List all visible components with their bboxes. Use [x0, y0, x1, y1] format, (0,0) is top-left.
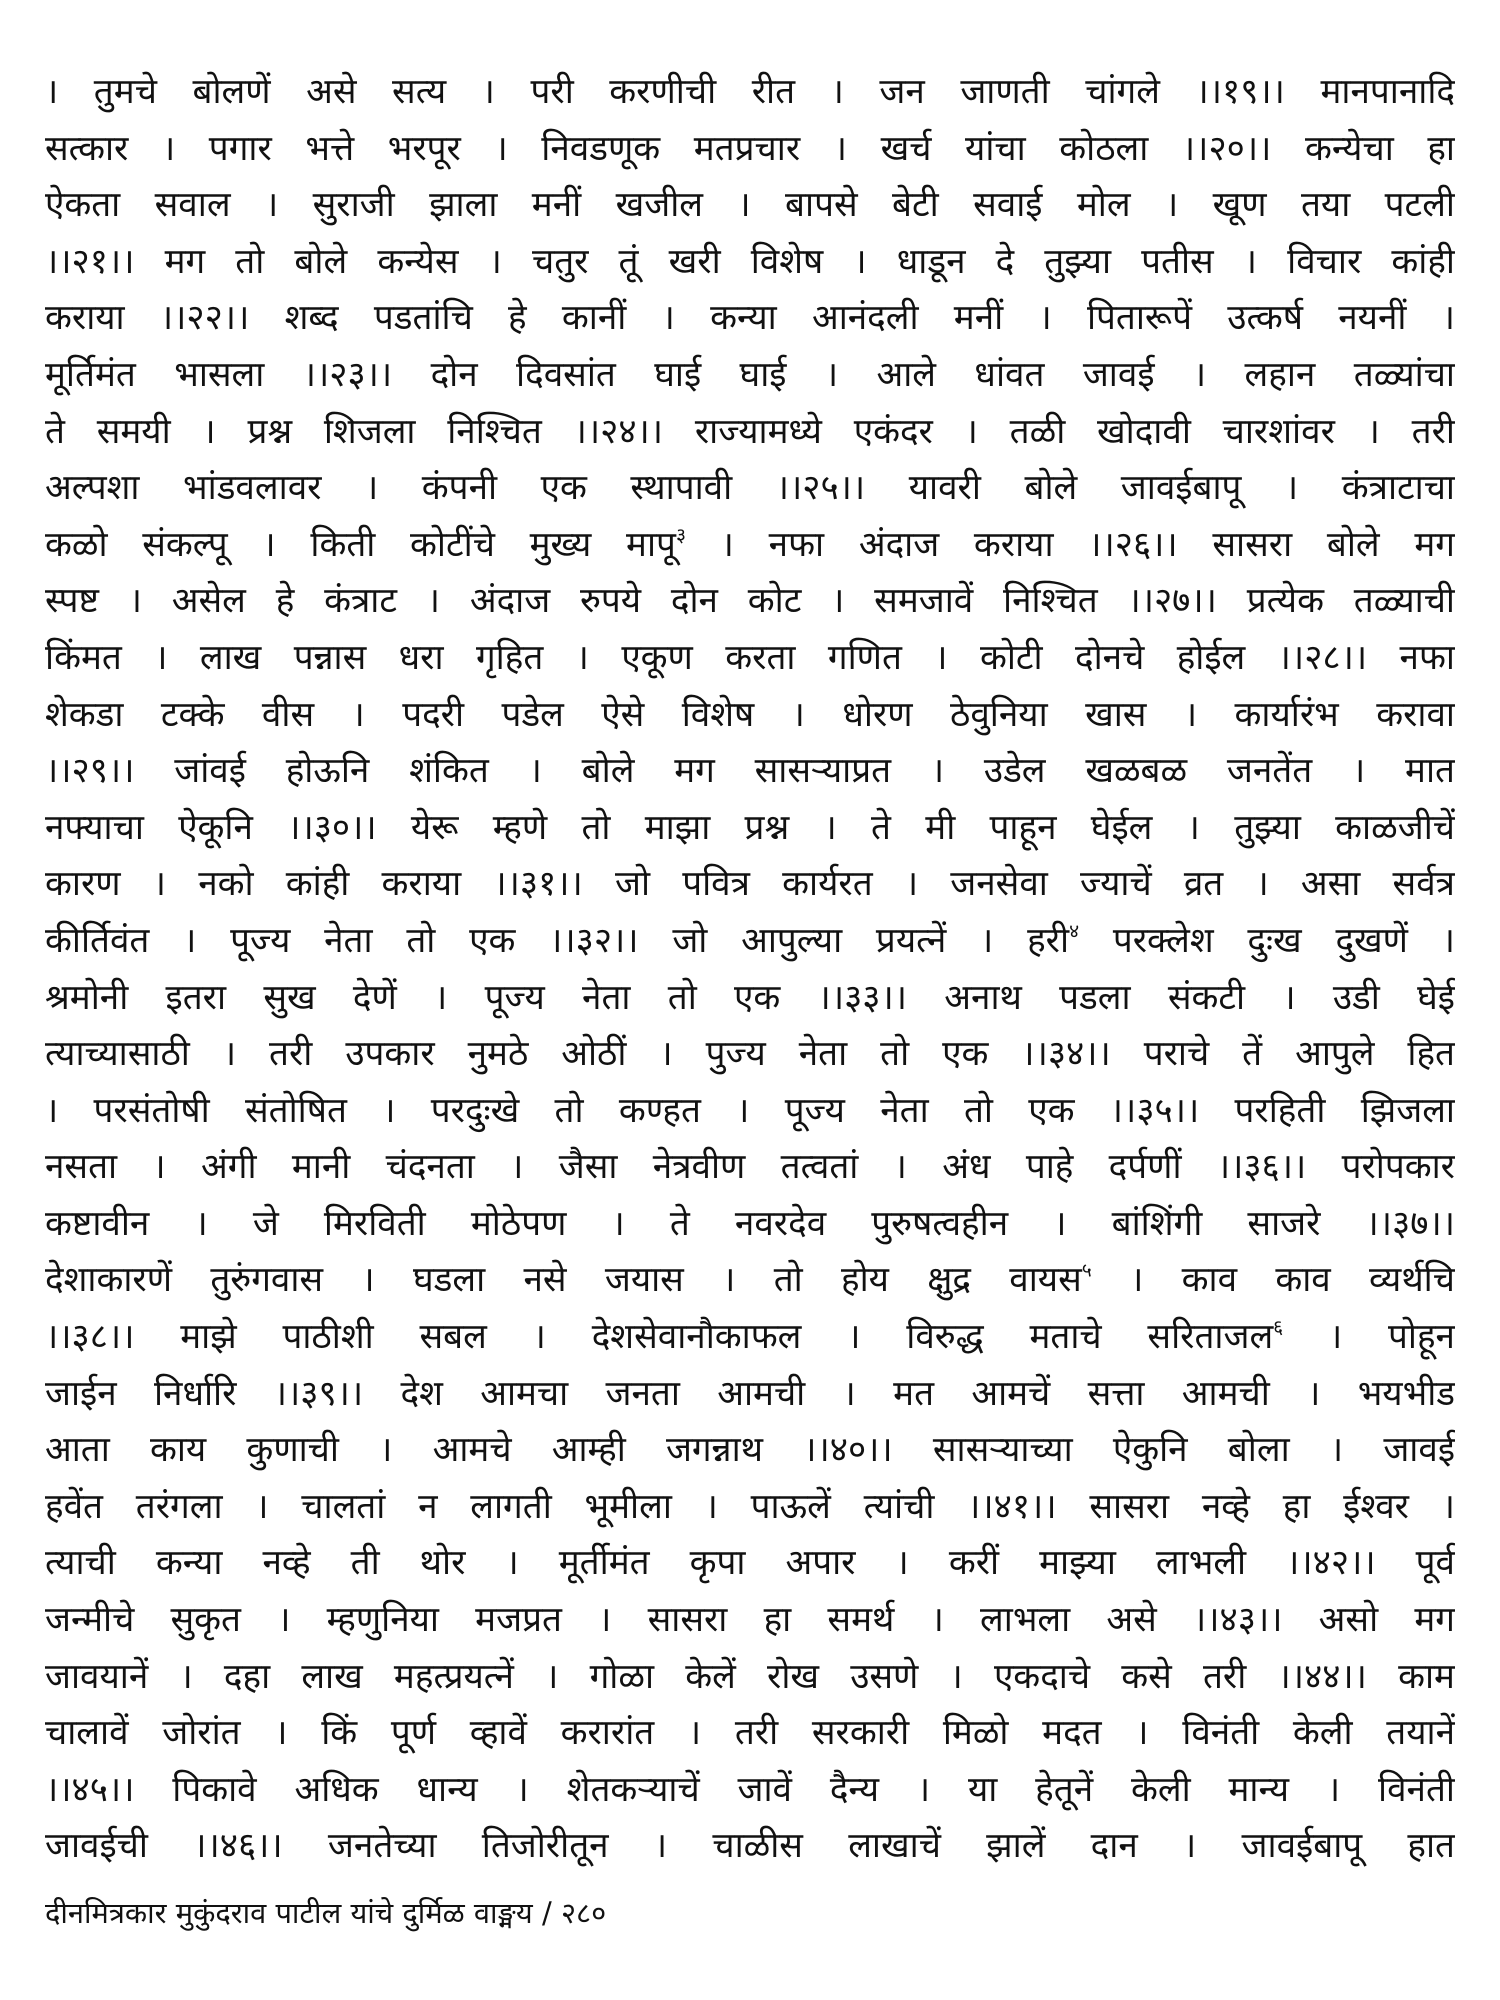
text-line: [45, 913, 1455, 970]
text-line: नसता । अंगी मानी चंदनता । जैसा नेत्रवीण तत्वतां । अंध पाहे दर्पणीं ।।३६।। परोपकार: [45, 1147, 1455, 1188]
text-line: किंमत । लाख पन्नास धरा गृहित । एकूण करता गणित । कोटी दोनचे होईल ।।२८।। नफा: [45, 637, 1455, 678]
text-line: नफ्याचा ऐकूनि ।।३०।। येरू म्हणे तो माझा प्रश्न । ते मी पाहून घेईल । तुझ्या काळजीचें: [45, 807, 1455, 848]
text-line: आता काय कुणाची । आमचे आम्ही जगन्नाथ ।।४०।। सासऱ्याच्या ऐकुनि बोला । जावई: [45, 1430, 1455, 1471]
text-line: [45, 517, 1455, 574]
text-segment: ।।३८।। माझे पाठीशी सबल । देशसेवानौकाफल । विरुद्ध मताचे सरिताजल: [45, 1317, 1274, 1358]
text-segment: देशाकारणें तुरुंगवास । घडला नसे जयास । तो होय क्षुद्र वायस: [45, 1260, 1082, 1301]
text-line: । परसंतोषी संतोषित । परदुःखे तो कण्हत । पूज्य नेता तो एक ।।३५।। परहिती झिजला: [45, 1090, 1455, 1131]
text-line: ।।४५।। पिकावे अधिक धान्य । शेतकऱ्याचें जावें दैन्य । या हेतूनें केली मान्य । विनंती: [45, 1769, 1455, 1810]
text-segment: कीर्तिवंत । पूज्य नेता तो एक ।।३२।। जो आपुल्या प्रयत्नें । हरी: [45, 920, 1070, 961]
footnote-marker: ३: [675, 523, 686, 547]
text-line: त्याच्यासाठी । तरी उपकार नुमठे ओठीं । पुज्य नेता तो एक ।।३४।। पराचे तें आपुले हित: [45, 1034, 1455, 1075]
text-segment: परक्लेश दुःख दुखणें ।: [1079, 920, 1455, 961]
text-line: ते समयी । प्रश्न शिजला निश्चित ।।२४।। राज्यामध्ये एकंदर । तळी खोदावी चारशांवर । तरी: [45, 411, 1455, 452]
text-line: जावयानें । दहा लाख महत्प्रयत्नें । गोळा केलें रोख उसणे । एकदाचे कसे तरी ।।४४।। काम: [45, 1656, 1455, 1697]
page-body-text: [45, 64, 1455, 1875]
text-line: जन्मीचे सुकृत । म्हणुनिया मजप्रत । सासरा हा समर्थ । लाभला असे ।।४३।। असो मग: [45, 1600, 1455, 1641]
text-line: ।।२१।। मग तो बोले कन्येस । चतुर तूं खरी विशेष । धाडून दे तुझ्या पतीस । विचार कांही: [45, 241, 1455, 282]
text-line: चालावें जोरांत । किं पूर्ण व्हावें करारांत । तरी सरकारी मिळो मदत । विनंती केली तयानें: [45, 1713, 1455, 1754]
text-line: मूर्तिमंत भासला ।।२३।। दोन दिवसांत घाई घाई । आले धांवत जावई । लहान तळ्यांचा: [45, 354, 1455, 395]
text-line: स्पष्ट । असेल हे कंत्राट । अंदाज रुपये दोन कोट । समजावें निश्चित ।।२७।। प्रत्येक तळ्याची: [45, 581, 1455, 622]
text-line: कष्टावीन । जे मिरविती मोठेपण । ते नवरदेव पुरुषत्वहीन । बांशिंगी साजरे ।।३७।।: [45, 1203, 1455, 1244]
text-segment: । पोहून: [1283, 1317, 1455, 1358]
text-segment: कळो संकल्पू । किती कोटींचे मुख्य मापू: [45, 524, 676, 565]
footnote-marker: ५: [1081, 1259, 1092, 1283]
text-line: हवेंत तरंगला । चालतां न लागती भूमीला । पाऊलें त्यांची ।।४१।। सासरा नव्हे हा ईश्वर ।: [45, 1486, 1455, 1527]
footnote-marker: ४: [1069, 919, 1080, 943]
text-line: श्रमोनी इतरा सुख देणें । पूज्य नेता तो एक ।।३३।। अनाथ पडला संकटी । उडी घेई: [45, 977, 1455, 1018]
text-line: [45, 1309, 1455, 1366]
page-footer: दीनमित्रकार मुकुंदराव पाटील यांचे दुर्मिळ वाङ्मय / २८०: [45, 1896, 607, 1930]
text-line: जावईची ।।४६।। जनतेच्या तिजोरीतून । चाळीस लाखाचें झालें दान । जावईबापू हात: [45, 1826, 1455, 1867]
text-line: ।।२९।। जांवई होऊनि शंकित । बोले मग सासऱ्याप्रत । उडेल खळबळ जनतेंत । मात: [45, 751, 1455, 792]
footnote-marker: ६: [1273, 1315, 1284, 1339]
text-segment: । काव काव व्यर्थचि: [1091, 1260, 1455, 1301]
text-line: अल्पशा भांडवलावर । कंपनी एक स्थापावी ।।२५।। यावरी बोले जावईबापू । कंत्राटाचा: [45, 468, 1455, 509]
text-line: ऐकता सवाल । सुराजी झाला मनीं खजील । बापसे बेटी सवाई मोल । खूण तया पटली: [45, 185, 1455, 226]
text-line: कारण । नको कांही कराया ।।३१।। जो पवित्र कार्यरत । जनसेवा ज्याचें व्रत । असा सर्वत्र: [45, 864, 1455, 905]
text-line: शेकडा टक्के वीस । पदरी पडेल ऐसे विशेष । धोरण ठेवुनिया खास । कार्यारंभ करावा: [45, 694, 1455, 735]
text-line: त्याची कन्या नव्हे ती थोर । मूर्तीमंत कृपा अपार । करीं माझ्या लाभली ।।४२।। पूर्व: [45, 1543, 1455, 1584]
text-line: । तुमचे बोलणें असे सत्य । परी करणीची रीत । जन जाणती चांगले ।।१९।। मानपानादि: [45, 72, 1455, 112]
text-segment: । नफा अंदाज कराया ।।२६।। सासरा बोले मग: [685, 524, 1455, 565]
text-line: जाईन निर्धारि ।।३९।। देश आमचा जनता आमची । मत आमचें सत्ता आमची । भयभीड: [45, 1373, 1455, 1414]
text-line: कराया ।।२२।। शब्द पडतांचि हे कानीं । कन्या आनंदली मनीं । पितारूपें उत्कर्ष नयनीं ।: [45, 298, 1455, 339]
text-line: [45, 1252, 1455, 1309]
text-line: सत्कार । पगार भत्ते भरपूर । निवडणूक मतप्रचार । खर्च यांचा कोठला ।।२०।। कन्येचा हा: [45, 128, 1455, 169]
